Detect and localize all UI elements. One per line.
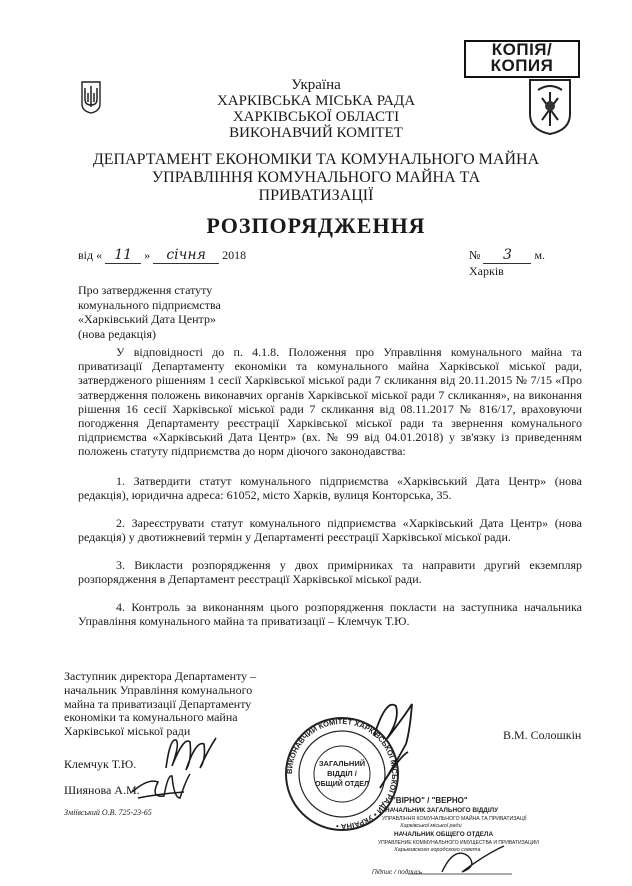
date-line xyxy=(78,247,580,278)
subject-line: комунального підприємства xyxy=(78,297,221,312)
position-line: Заступник директора Департаменту – xyxy=(64,669,257,683)
rect-stamp-line8: Підпис / подпись xyxy=(372,869,423,876)
approver-2: Шиянова А.М. xyxy=(64,783,140,797)
body-item-text: 4. Контроль за виконанням цього розпорядження покласти на заступника начальника Управління комунального майна та приватизації – Клемчук Т.Ю. xyxy=(78,600,582,629)
signature-position xyxy=(64,670,256,739)
approver-1: Клемчук Т.Ю. xyxy=(64,757,137,771)
round-stamp xyxy=(285,717,399,831)
doc-number: 3 xyxy=(483,247,531,264)
body-item-1 xyxy=(78,474,582,502)
rect-stamp-line7: Харьковского городского совета xyxy=(394,847,481,853)
header-committee: ВИКОНАВЧИЙ КОМІТЕТ xyxy=(229,125,403,141)
round-stamp-line2: ВІДДІЛ / xyxy=(327,769,357,778)
header-region: ХАРКІВСЬКОЇ ОБЛАСТІ xyxy=(232,109,400,125)
rect-stamp-line4: Харківської міської ради xyxy=(400,823,462,829)
rect-stamp-line3: УПРАВЛІННЯ КОМУНАЛЬНОГО МАЙНА ТА ПРИВАТИЗАЦІЇ xyxy=(382,816,527,822)
subject-block xyxy=(78,283,221,341)
official-stamps xyxy=(282,696,547,886)
document-title: РОЗПОРЯДЖЕННЯ xyxy=(206,213,426,238)
body-item-text: 3. Викласти розпорядження у двох примірниках та направити другий екземпляр розпорядження в Департамент реєстрації Харківської міської ради. xyxy=(78,558,582,587)
position-line: Харківської міської ради xyxy=(64,724,191,739)
round-stamp-line3: ОБЩИЙ ОТДЕЛ xyxy=(315,781,369,788)
subject-line: Про затвердження статуту xyxy=(78,283,213,297)
date-month: січня xyxy=(153,247,219,264)
body-item-2 xyxy=(78,516,582,544)
header-country: Україна xyxy=(291,77,341,93)
body-item-3 xyxy=(78,558,582,586)
body-item-text: 2. Зареєструвати статут комунального підприємства «Харківський Дата Центр» (нова редакція) у двотижневий термін у Департаменті реєстрації Харківської міської ради. xyxy=(78,516,582,545)
round-stamp-line1: ЗАГАЛЬНИЙ xyxy=(318,759,366,768)
body-item-4 xyxy=(78,600,582,628)
rect-stamp-line6: УПРАВЛЕНИЕ КОММУНАЛЬНОГО ИМУЩЕСТВА И ПРИВАТИЗАЦИИ xyxy=(378,840,539,846)
body-intro xyxy=(78,345,582,459)
rect-stamp-line1: "ВІРНО" / "ВЕРНО" xyxy=(392,796,468,805)
approver-2-signature xyxy=(128,768,194,808)
header-council: ХАРКІВСЬКА МІСЬКА РАДА xyxy=(216,93,416,109)
date-prefix: від « xyxy=(78,248,103,262)
copy-stamp-line2: КОПИЯ xyxy=(490,56,554,75)
date-day: 11 xyxy=(105,247,141,264)
date-mid: » xyxy=(144,248,151,262)
signatory-name: В.М. Солошкін xyxy=(503,728,582,742)
position-line: начальник Управління комунального xyxy=(64,682,253,697)
rect-stamp xyxy=(372,796,539,876)
dept-line3: ПРИВАТИЗАЦІЇ xyxy=(258,187,374,204)
position-line: економіки та комунального майна xyxy=(64,710,238,725)
subject-line: (нова редакція) xyxy=(78,326,156,341)
subject-line: «Харківський Дата Центр» xyxy=(78,312,216,326)
copy-stamp-line1: КОПІЯ/ xyxy=(491,40,553,59)
body-intro-text: У відповідності до п. 4.1.8. Положення про Управління комунального майна та приватизації Департаменту економіки та комунального майна Харківської міської ради, затвердженого рішенням 1 сесії Харківської міської ради 7 скликання від 20.11.2015 № 7/15 «Про затвердження положень виконавчих органів Харківської міської ради 7 скликання», на виконання рішення 16 сесії Харківської міської ради 7 скликання від 08.11.2017 № 816/17, враховуючи погодження Департаменту реєстрації Харківської міської ради та звернення комунального підприємства «Харківський Дата Центр» (вх. № 99 від 04.01.2018) у зв'язку із приведенням положень статуту підприємства до норм діючого законодавства: xyxy=(78,345,582,459)
body-item-text: 1. Затвердити статут комунального підприємства «Харківський Дата Центр» (нова редакція), юридична адреса: 61052, місто Харків, вулиця Конторська, 35. xyxy=(78,474,582,503)
executor-note: Зміївський О.В. 725-23-65 xyxy=(64,808,152,817)
city: м. Харків xyxy=(469,248,546,278)
rect-stamp-line5: НАЧАЛЬНИК ОБЩЕГО ОТДЕЛА xyxy=(394,831,494,838)
round-stamp-ring-text: ВИКОНАВЧИЙ КОМІТЕТ ХАРКІВСЬКОЇ МІСЬКОЇ РАДИ • УКРАЇНА • xyxy=(284,716,400,832)
position-line: майна та приватизації Департаменту xyxy=(64,696,252,711)
dept-line2: УПРАВЛІННЯ КОМУНАЛЬНОГО МАЙНА ТА xyxy=(151,169,481,186)
number-label: № xyxy=(469,248,481,262)
date-year: 2018 xyxy=(222,248,247,262)
rect-stamp-line2: НАЧАЛЬНИК ЗАГАЛЬНОГО ВІДДІЛУ xyxy=(385,807,499,814)
dept-line1: ДЕПАРТАМЕНТ ЕКОНОМІКИ ТА КОМУНАЛЬНОГО МАЙНА xyxy=(92,151,540,168)
